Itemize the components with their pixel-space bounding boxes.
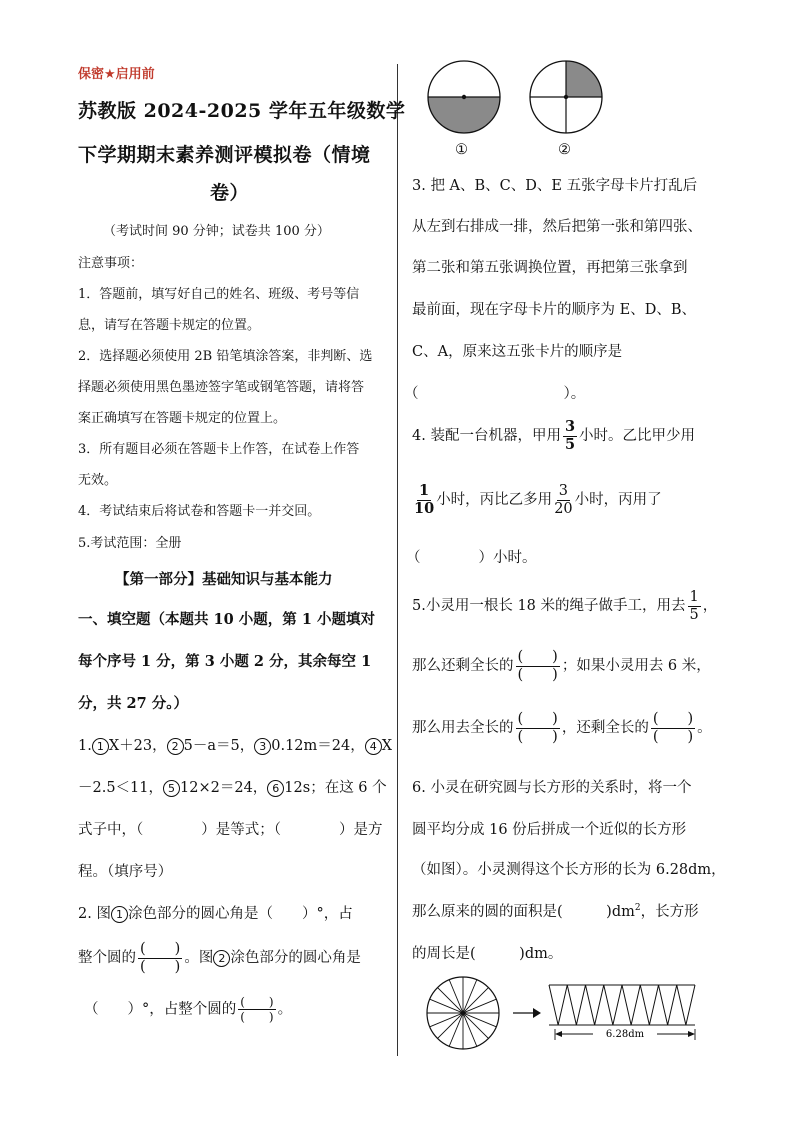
q3-line: C、A，原来这五张卡片的顺序是 xyxy=(412,344,623,360)
circled-number: 2 xyxy=(167,738,184,755)
circled-number: 3 xyxy=(254,738,271,755)
fraction: $\frac{3}{20}$ xyxy=(554,483,573,517)
fraction-blank: $\frac{( )}{( )}$ xyxy=(517,711,558,745)
title-line-1: 苏教版 2024-2025 学年五年级数学 xyxy=(78,100,406,122)
q2-line-3: （ ）°，占整个圆的 $\frac{( )}{( )}$ 。 xyxy=(84,995,293,1024)
arrow xyxy=(513,1008,541,1018)
fraction-blank: $\frac{( )}{( )}$ xyxy=(240,995,274,1024)
circle-figure-1 xyxy=(428,61,500,133)
notice-item: 5.考试范围：全册 xyxy=(78,536,182,551)
fraction: $\frac{3}{5}$ xyxy=(564,418,576,453)
circled-number: 2 xyxy=(213,950,230,967)
q3-line: 第二张和第五张调换位置，再把第三张拿到 xyxy=(412,260,688,276)
circled-number: 4 xyxy=(365,738,382,755)
q2-line-1: 2. 图 1 涂色部分的圆心角是（ ）°，占 xyxy=(78,906,353,922)
fraction-blank: $\frac{( )}{( )}$ xyxy=(517,649,558,683)
notice-item: 案正确填写在答题卡规定的位置上。 xyxy=(78,411,287,426)
circle-figure-2 xyxy=(530,61,602,133)
circled-number: 1 xyxy=(111,906,128,923)
fraction-blank: $\frac{( )}{( )}$ xyxy=(652,711,694,745)
section-heading: 每个序号 1 分，第 3 小题 2 分，其余每空 1 xyxy=(78,653,372,670)
circled-number: 5 xyxy=(163,780,180,797)
circle-figures xyxy=(425,60,605,140)
fraction: $\frac{1}{10}$ xyxy=(414,482,435,517)
q3-line: 从左到右排成一排，然后把第一张和第四张、 xyxy=(412,219,702,235)
q1-line-1: 1. 1 X＋23， 2 5－a＝5， 3 0.12m＝24， 4 X xyxy=(78,738,393,754)
q5-line-3: 那么用去全长的 $\frac{( )}{( )}$ ，还剩全长的 $\frac{( )}{( )}$ 。 xyxy=(412,711,712,745)
q6-line: 那么原来的圆的面积是( )$dm^2$，长方形 xyxy=(412,903,699,920)
notice-item: 择题必须使用黑色墨迹签字笔或钢笔答题，请将答 xyxy=(78,380,365,395)
q1-line-4: 程。（填序号） xyxy=(78,864,173,880)
q6-line: （如图）。小灵测得这个长方形的长为 6.28dm， xyxy=(412,862,726,878)
figure-label-2: ② xyxy=(558,142,571,158)
q6-line: 的周长是( )dm。 xyxy=(412,946,563,962)
q4-line-3: （ ）小时。 xyxy=(406,550,537,566)
q3-answer-blank: （ ）。 xyxy=(404,386,586,402)
notice-heading: 注意事项： xyxy=(78,256,144,271)
title-line-3: 卷） xyxy=(210,182,250,204)
q1-line-3: 式子中，（ ）是等式；（ ）是方 xyxy=(78,822,383,838)
fraction-blank: $\frac{( )}{( )}$ xyxy=(140,941,181,975)
q3-line: 3. 把 A、B、C、D、E 五张字母卡片打乱后 xyxy=(412,178,698,194)
circle-to-rectangle-figure xyxy=(425,975,700,1055)
circled-number: 1 xyxy=(92,738,109,755)
q6-line: 圆平均分成 16 份后拼成一个近似的长方形 xyxy=(412,822,687,838)
q4-line-2: $\frac{1}{10}$ 小时，丙比乙多用 $\frac{3}{20}$ 小时，丙用了 xyxy=(414,482,662,517)
q6-line: 6. 小灵在研究圆与长方形的关系时，将一个 xyxy=(412,780,692,796)
section-heading: 分，共 27 分。） xyxy=(78,695,189,712)
notice-item: 3．所有题目必须在答题卡上作答，在试卷上作答 xyxy=(78,442,360,457)
figure-label-1: ① xyxy=(455,142,468,158)
circled-number: 6 xyxy=(267,780,284,797)
q5-line-2: 那么还剩全长的 $\frac{( )}{( )}$ ；如果小灵用去 6 米， xyxy=(412,649,711,683)
q5-line-1: 5.小灵用一根长 18 米的绳子做手工，用去 $\frac{1}{5}$ ， xyxy=(412,589,718,623)
length-label: 6.28dm xyxy=(605,1029,645,1040)
notice-item: 2．选择题必须使用 2B 铅笔填涂答案，非判断、选 xyxy=(78,349,373,364)
section-heading: 一、填空题（本题共 10 小题，第 1 小题填对 xyxy=(78,611,375,628)
confidential-mark: 保密★启用前 xyxy=(78,67,155,82)
notice-item: 1．答题前，填写好自己的姓名、班级、考号等信 xyxy=(78,287,360,302)
q4-line-1: 4. 装配一台机器，甲用 $\frac{3}{5}$ 小时。乙比甲少用 xyxy=(412,418,696,453)
part1-heading: 【第一部分】基础知识与基本能力 xyxy=(115,571,333,588)
segmented-circle xyxy=(427,977,499,1049)
title-line-2: 下学期期末素养测评模拟卷（情境 xyxy=(78,144,371,166)
approximate-rectangle xyxy=(549,985,695,1040)
q2-line-2: 整个圆的 $\frac{( )}{( )}$ 。图 2 涂色部分的圆心角是 xyxy=(78,941,361,975)
fraction: $\frac{1}{5}$ xyxy=(689,589,699,623)
q3-line: 最前面，现在字母卡片的顺序为 E、D、B、 xyxy=(412,302,696,318)
column-divider xyxy=(397,64,398,1056)
notice-item: 息，请写在答题卡规定的位置。 xyxy=(78,318,261,333)
exam-info: （考试时间 90 分钟；试卷共 100 分） xyxy=(103,224,330,239)
q1-line-2: －2.5＜11， 5 12×2＝24， 6 12s；在这 6 个 xyxy=(78,780,387,796)
notice-item: 无效。 xyxy=(78,473,118,488)
notice-item: 4．考试结束后将试卷和答题卡一并交回。 xyxy=(78,504,321,519)
